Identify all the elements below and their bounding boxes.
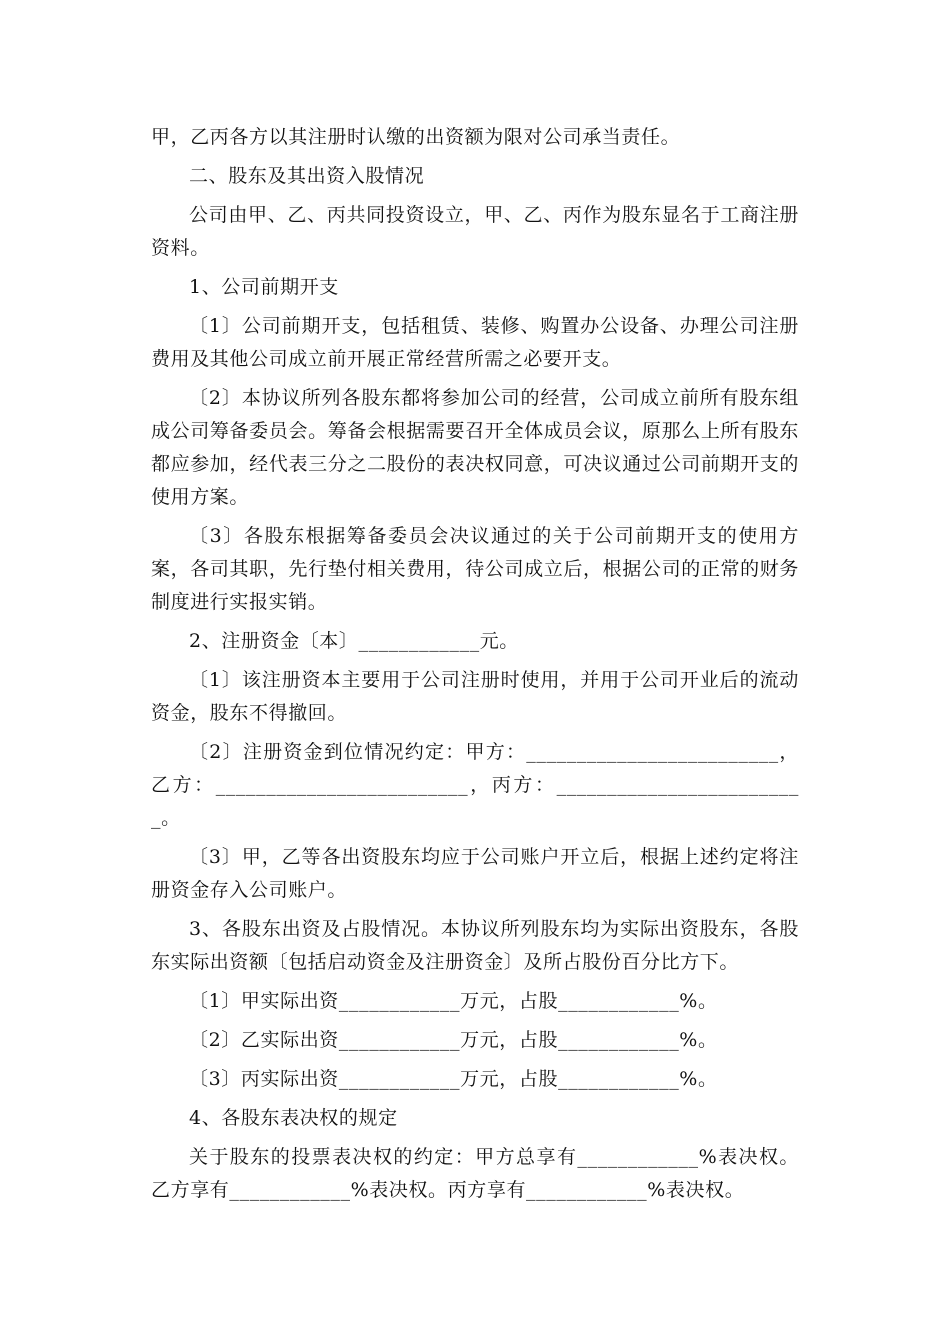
clause-capital-2: 〔2〕注册资金到位情况约定：甲方：_________________________，乙方：_________________________，丙方：_________________________。 xyxy=(151,741,799,829)
clause-contribution-2: 〔2〕乙实际出资____________万元，占股____________%。 xyxy=(189,1029,718,1051)
clause-expenses-1: 〔1〕公司前期开支，包括租赁、装修、购置办公设备、办理公司注册费用及其他公司成立前开展正常经营所需之必要开支。 xyxy=(151,315,799,370)
clause-capital-3: 〔3〕甲，乙等各出资股东均应于公司账户开立后，根据上述约定将注册资金存入公司账户。 xyxy=(151,846,799,901)
paragraph-company-establishment: 公司由甲、乙、丙共同投资设立，甲、乙、丙作为股东显名于工商注册资料。 xyxy=(151,204,799,259)
clause-contribution-3: 〔3〕丙实际出资____________万元，占股____________%。 xyxy=(189,1068,718,1090)
clause-capital-1: 〔1〕该注册资本主要用于公司注册时使用，并用于公司开业后的流动资金，股东不得撤回。 xyxy=(151,669,799,724)
subheading-registered-capital: 2、注册资金〔本〕____________元。 xyxy=(189,630,519,652)
clause-expenses-3: 〔3〕各股东根据筹备委员会决议通过的关于公司前期开支的使用方案，各司其职，先行垫付相关费用，待公司成立后，根据公司的正常的财务制度进行实报实销。 xyxy=(151,525,799,613)
subheading-contributions: 3、各股东出资及占股情况。本协议所列股东均为实际出资股东，各股东实际出资额〔包括启动资金及注册资金〕及所占股份百分比方下。 xyxy=(151,918,799,973)
section-heading-shareholders: 二、股东及其出资入股情况 xyxy=(189,165,425,187)
clause-expenses-2: 〔2〕本协议所列各股东都将参加公司的经营，公司成立前所有股东组成公司筹备委员会。筹备会根据需要召开全体成员会议，原那么上所有股东都应参加，经代表三分之二股份的表决权同意，可决议通过公司前期开支的使用方案。 xyxy=(151,387,799,508)
paragraph-liability: 甲，乙丙各方以其注册时认缴的出资额为限对公司承当责任。 xyxy=(151,126,681,148)
subheading-voting-rights: 4、各股东表决权的规定 xyxy=(189,1107,398,1129)
clause-contribution-1: 〔1〕甲实际出资____________万元，占股____________%。 xyxy=(189,990,718,1012)
subheading-initial-expenses: 1、公司前期开支 xyxy=(189,276,339,298)
document-body xyxy=(151,121,799,1207)
clause-voting-rights: 关于股东的投票表决权的约定：甲方总享有____________%表决权。乙方享有____________%表决权。丙方享有____________%表决权。 xyxy=(151,1146,799,1201)
